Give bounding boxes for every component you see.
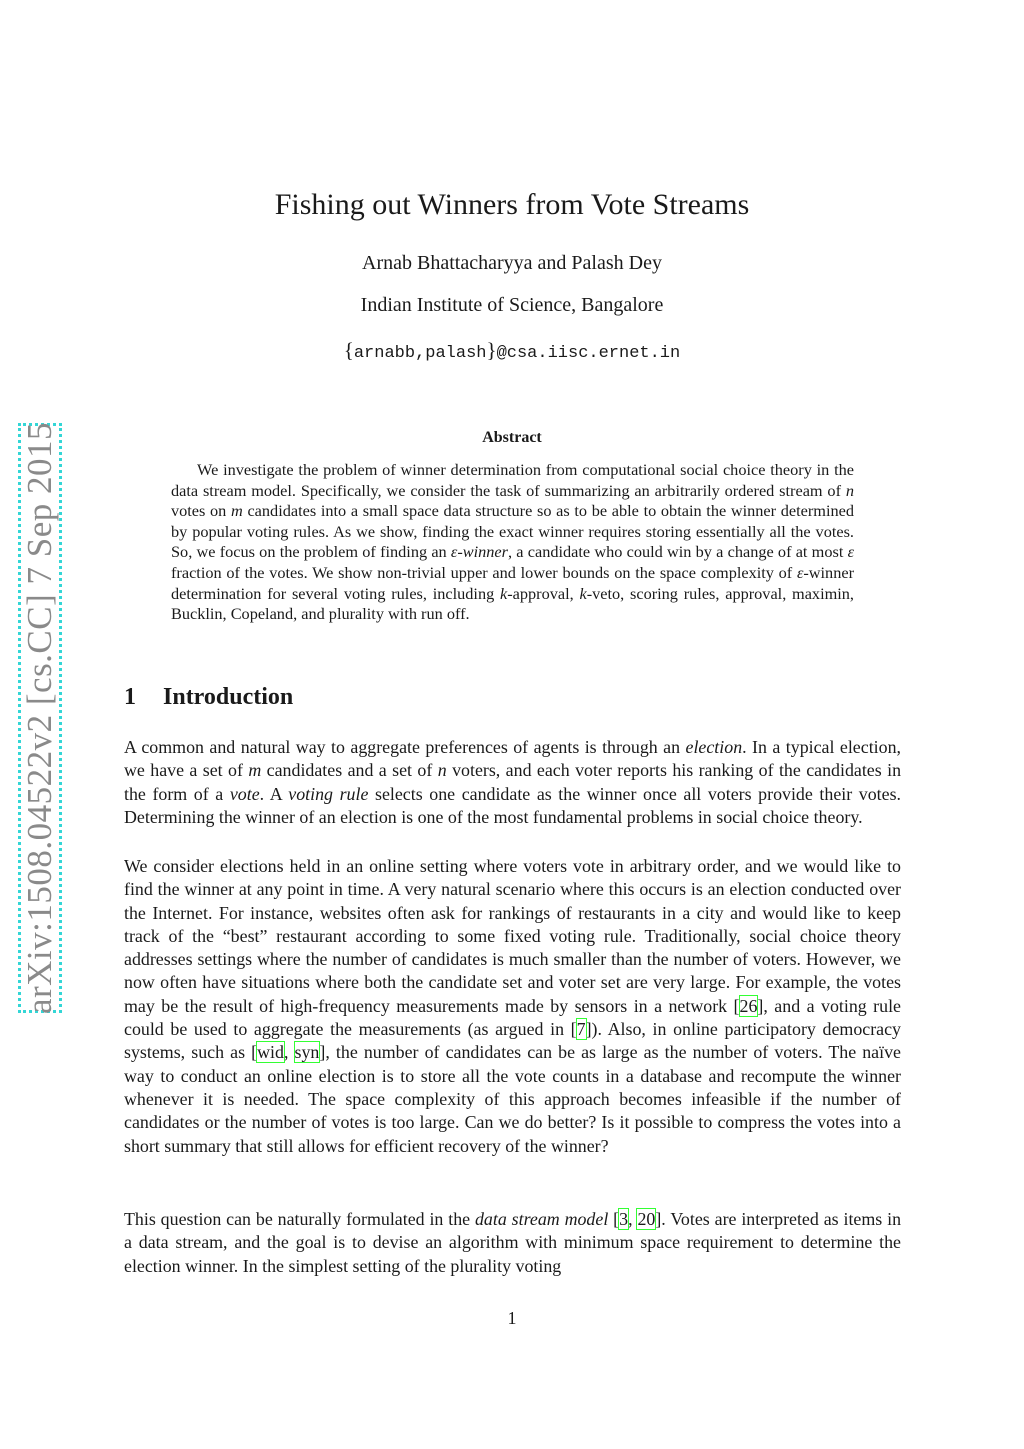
emph-election: election bbox=[685, 737, 743, 757]
citation-link-3[interactable]: 3 bbox=[619, 1209, 629, 1229]
citation-link-syn[interactable]: syn bbox=[294, 1042, 320, 1063]
citation-link-20[interactable]: 20 bbox=[637, 1209, 656, 1229]
author-emails bbox=[0, 338, 1024, 363]
abstract-text: We investigate the problem of winner determination from computational social choice theory in the data stream model. Specifically, we consider the task of summarizing an arbitrarily ordered stream of bbox=[171, 460, 854, 500]
math-epsilon: ε bbox=[847, 542, 854, 562]
abstract-text: -winner determination for several voting rules, including bbox=[171, 562, 854, 603]
math-k: k bbox=[500, 583, 508, 603]
abstract-text: -approval, bbox=[507, 583, 580, 603]
section-heading-introduction bbox=[124, 684, 293, 711]
abstract-text: , a candidate who could win by a change of at most bbox=[508, 542, 848, 562]
abstract-body bbox=[171, 460, 854, 625]
emph-eps-winner: ε-winner bbox=[450, 542, 508, 562]
math-m: m bbox=[231, 501, 243, 521]
intro-paragraph-3: This question can be naturally formulated in the data stream model [3, 20]. Votes are interpreted as items in a data stream, and the goal is to devise an algorithm with minimum space requirement to determine the election winner. In the simplest setting of the plurality voting bbox=[124, 1209, 902, 1276]
abstract-text: -veto, scoring rules, approval, maximin, Bucklin, Copeland, and plurality with run off. bbox=[171, 583, 854, 624]
abstract-heading: Abstract bbox=[482, 429, 542, 446]
citation-link-26[interactable]: 26 bbox=[739, 995, 758, 1016]
math-n: n bbox=[845, 480, 854, 500]
emph-voting-rule: voting rule bbox=[288, 783, 369, 804]
abstract-text: candidates into a small space data structure so as to be able to obtain the winner determined by popular voting rules. As we show, finding the exact winner requires storing essentially all the votes. So, we focus on the problem of finding an bbox=[171, 501, 854, 562]
email-users: arnabb,palash bbox=[353, 344, 487, 363]
section-number: 1 bbox=[124, 684, 136, 710]
citation-link-wid[interactable]: wid bbox=[257, 1042, 284, 1063]
page-number: 1 bbox=[507, 1308, 517, 1328]
math-m: m bbox=[248, 760, 262, 781]
intro-paragraph-2: We consider elections held in an online setting where voters vote in arbitrary order, and we would like to find the winner at any point in time. A very natural scenario where this occurs is an election conducted over the Internet. For instance, websites often ask for rankings of restaurants in a city and would like to keep track of the “best” restaurant according to some fixed voting rule. Traditionally, social choice theory addresses settings where the number of candidates is much smaller than the number of voters. However, we now often have situations where both the candidate set and voter set are very large. For example, the votes may be the result of high-frequency measurements made by sensors in a network [26], and a voting rule could be used to aggregate the measurements (as argued in [7]). Also, in online participatory democracy systems, such as [wid, syn], the number of candidates can be as large as the number of voters. The naïve way to conduct an online election is to store all the vote counts in a database and recompute the winner whenever it is needed. The space complexity of this approach becomes infeasible if the number of candidates or the number of votes is too large. Can we do better? Is it possible to compress the votes into a short summary that still allows for efficient recovery of the winner? bbox=[124, 856, 901, 1156]
section-title: Introduction bbox=[163, 684, 294, 710]
citation-link-7[interactable]: 7 bbox=[576, 1019, 586, 1040]
authors: Arnab Bhattacharyya and Palash Dey bbox=[362, 252, 662, 274]
math-k: k bbox=[579, 583, 587, 603]
math-n: n bbox=[437, 760, 447, 781]
emph-data-stream-model: data stream model bbox=[474, 1209, 609, 1229]
intro-paragraph-1: A common and natural way to aggregate preferences of agents is through an election. In a typical election, we have a set of m candidates and a set of n voters, and each voter reports his ranking of the candidates in the form of a vote. A voting rule selects one candidate as the winner once all voters provide their votes. Determining the winner of an election is one of the most fundamental problems in social choice theory. bbox=[124, 737, 902, 827]
arxiv-identifier[interactable]: arXiv:1508.04522v2 [cs.CC] 7 Sep 2015 bbox=[20, 421, 59, 1015]
abstract-text: fraction of the votes. We show non-trivial upper and lower bounds on the space complexity of bbox=[171, 562, 797, 582]
email-domain: @csa.iisc.ernet.in bbox=[496, 344, 681, 363]
paper-title: Fishing out Winners from Vote Streams bbox=[274, 188, 750, 221]
math-epsilon: ε bbox=[796, 562, 804, 582]
affiliation: Indian Institute of Science, Bangalore bbox=[360, 294, 664, 316]
email-open-brace: { bbox=[343, 338, 354, 362]
abstract-text: votes on bbox=[171, 501, 232, 521]
emph-vote: vote bbox=[229, 783, 260, 804]
email-close-brace: } bbox=[486, 338, 497, 362]
